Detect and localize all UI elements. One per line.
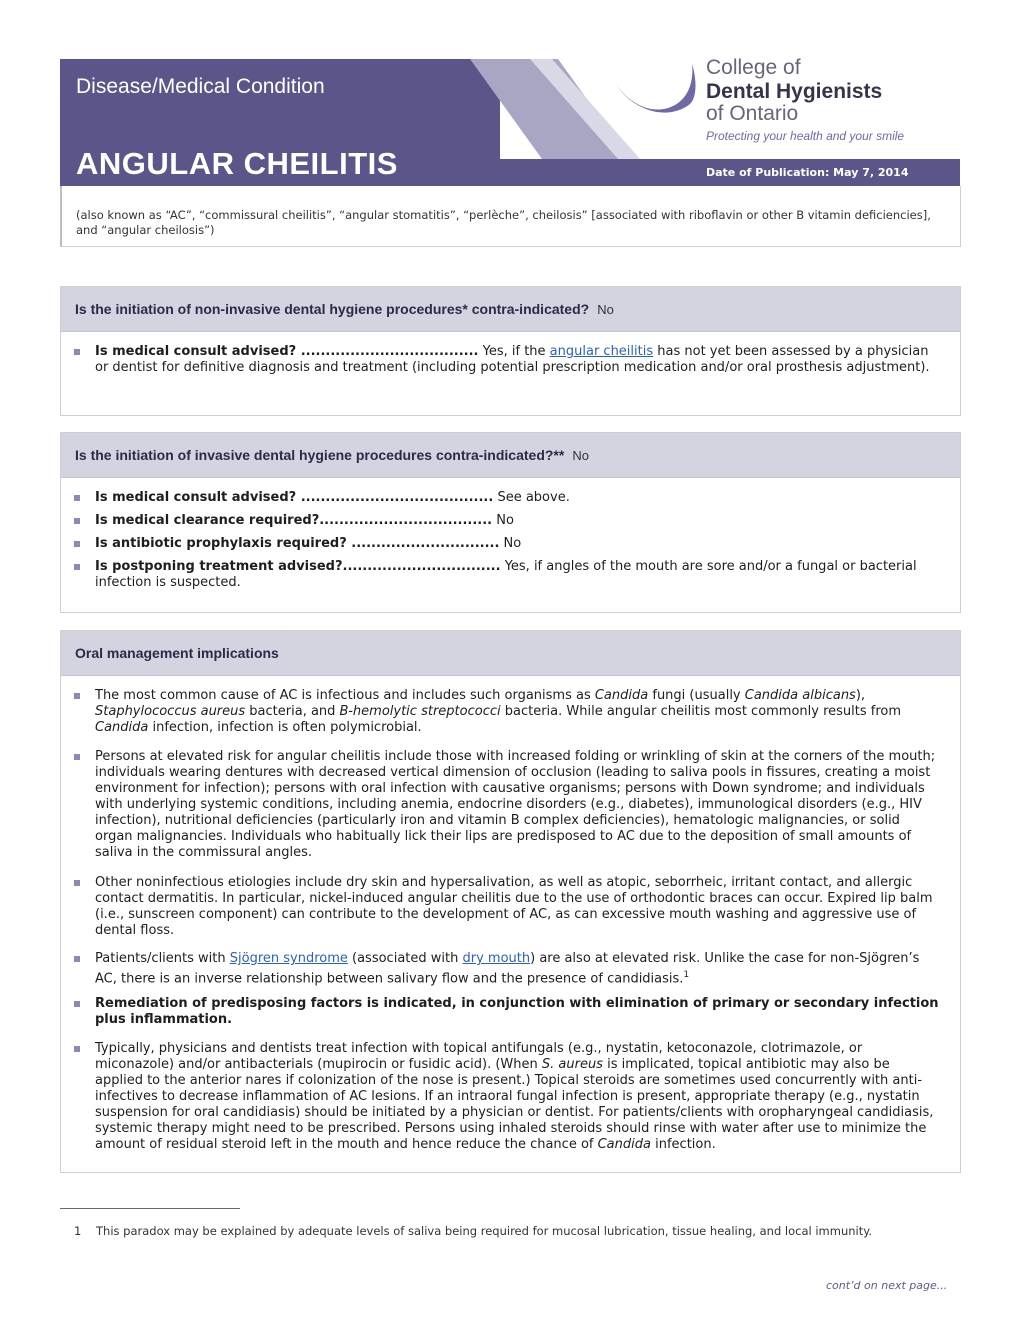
text-italic: B-hemolytic streptococci [339,704,501,719]
section-oral-management-header [61,631,960,676]
text-italic: Candida [597,1137,651,1152]
list-item [95,559,941,591]
question-answer: No [597,302,614,317]
item-value: Yes, if angles of the mouth are sore and/or a fungal or bacterial infection is suspected. [95,559,917,590]
list-item [95,749,941,861]
item-value: See above. [493,490,570,505]
angular-cheilitis-link[interactable]: angular cheilitis [549,344,654,359]
text: bacteria. While angular cheilitis most commonly results from [500,704,902,719]
text-italic: Staphylococcus aureus [95,704,246,719]
list-item [95,875,941,939]
page-title: ANGULAR CHEILITIS [76,146,398,181]
footnote-number: 1 [74,1224,82,1238]
item-label: Is postponing treatment advised?................................ [95,559,501,574]
text-italic: Candida albicans [744,688,856,703]
text-italic: S. aureus [541,1057,603,1072]
bullet-icon [74,1046,80,1052]
section-invasive-question [75,447,589,463]
section-noninvasive-header [61,287,960,332]
list-item [95,996,941,1028]
question-text: Is the initiation of invasive dental hygiene procedures contra-indicated?** [75,447,565,463]
bullet-icon [74,564,80,570]
bullet-icon [74,880,80,886]
text-italic: Candida [95,720,149,735]
text-italic: Candida [594,688,649,703]
text: ), [855,688,866,703]
section-noninvasive [60,286,961,416]
text: Persons at elevated risk for angular cheilitis include those with increased folding or wrinkling of skin at the corners of the mouth; individuals wearing dentures with decreased vertical dimension of occlusion (leading to saliva pools in fissures, creating a moist environment for infection); persons with oral infection with causative organisms; persons with Down syndrome; and individuals with underlying systemic conditions, including anemia, endocrine disorders (e.g., diabetes), immunological disorders (e.g., HIV infection), nutritional deficiencies (particularly iron and vitamin B complex deficiencies), hematologic malignancies, or solid organ malignancies. Individuals who habitually lick their lips are predisposed to AC due to the deposition of small amounts of saliva in the commissural angles. [95,749,936,860]
text: ) are also at elevated risk. Unlike the case for non-Sjögren’s AC, there is an inverse relationship between salivary flow and the presence of candidiasis. [95,951,920,987]
text-bold: Remediation of predisposing factors is indicated, in conjunction with elimination of primary or secondary infection plus inflammation. [95,996,939,1027]
item-value: No [499,536,522,551]
text: bacteria, and [245,704,340,719]
footnote-text: This paradox may be explained by adequate levels of saliva being required for mucosal lubrication, tissue healing, and local immunity. [96,1224,873,1238]
item-value: No [492,513,514,528]
bullet-icon [74,495,80,501]
section-invasive [60,432,961,613]
category-label: Disease/Medical Condition [76,75,325,98]
text: Other noninfectious etiologies include dry skin and hypersalivation, as well as atopic, seborrheic, irritant contact, and allergic contact dermatitis. In particular, nickel-induced angular cheilitis due to the use of orthodontic braces can occur. Expired lip balm (i.e., sunscreen component) can contribute to the development of AC, as can excessive mouth washing and aggressive use of dental floss. [95,875,933,938]
text: fungi (usually [648,688,745,703]
text: infection. [650,1137,716,1152]
bullet-icon [74,518,80,524]
item-label: Is medical clearance required?................................... [95,513,493,528]
list-item [95,536,941,552]
logo-text-ontario: of Ontario [706,102,799,125]
dry-mouth-link[interactable]: dry mouth [462,951,531,966]
bullet-icon [74,956,80,962]
continued-note: cont’d on next page... [826,1279,948,1292]
text: The most common cause of AC is infectious and includes such organisms as [95,688,595,703]
bullet-icon [74,541,80,547]
item-text: Yes, if the [478,344,550,359]
section-heading: Oral management implications [75,645,279,661]
aka-text: (also known as “AC”, “commissural cheilitis”, “angular stomatitis”, “perlèche”, cheilosis” [associated with riboflavin or other B vitamin deficiencies], and “angular cheilosis”) [76,208,931,237]
text: infection, infection is often polymicrobial. [148,720,422,735]
list-item [95,688,941,736]
publication-date: Date of Publication: May 7, 2014 [706,166,909,179]
list-item [95,1041,941,1153]
logo-text-college: College of [706,56,801,79]
section-noninvasive-question [75,301,614,317]
item-text: has not yet been assessed by a physician or dentist for definitive diagnosis and treatment (including potential prescription medication and/or oral prosthesis adjustment). [95,344,930,375]
item-label: Is medical consult advised? ....................................... [95,490,494,505]
list-item [95,490,941,506]
text: (associated with [347,951,463,966]
list-item [95,344,941,376]
section-oral-management [60,630,961,1173]
bullet-icon [74,349,80,355]
item-label: Is medical consult advised? .................................... [95,344,479,359]
text: Patients/clients with [95,951,230,966]
item-label: Is antibiotic prophylaxis required? .............................. [95,536,500,551]
question-answer: No [572,448,589,463]
sjogren-syndrome-link[interactable]: Sjögren syndrome [229,951,348,966]
footnote-divider [60,1208,240,1209]
footnote [74,1224,872,1238]
question-text: Is the initiation of non-invasive dental hygiene procedures* contra-indicated? [75,301,590,317]
bullet-icon [74,693,80,699]
bullet-icon [74,754,80,760]
list-item [95,513,941,529]
list-item [95,951,941,987]
footnote-ref: 1 [683,970,690,980]
text: Typically, physicians and dentists treat infection with topical antifungals (e.g., nystatin, ketoconazole, clotrimazole, or miconazole) and/or antibacterials (mupirocin or fusidic acid). (When [95,1041,863,1072]
bullet-icon [74,1001,80,1007]
section-invasive-header [61,433,960,478]
logo-tagline: Protecting your health and your smile [706,129,905,143]
logo-swoosh-icon [612,62,702,130]
text: is implicated, topical antibiotic may also be applied to the anterior nares if colonization of the nose is present.) Topical steroids are sometimes used concurrently with anti-infectives to decrease inflammation of AC lesions. If an intraoral fungal infection is present, appropriate therapy (e.g., nystatin suspension for oral candidiasis) should be initiated by a physician or dentist. For patients/clients with oropharyngeal candidiasis, systemic therapy might need to be prescribed. Persons using inhaled steroids should rinse with water after use to minimize the amount of residual steroid left in the mouth and hence reduce the chance of [95,1057,934,1152]
logo-text-dental-hygienists: Dental Hygienists [706,80,883,103]
